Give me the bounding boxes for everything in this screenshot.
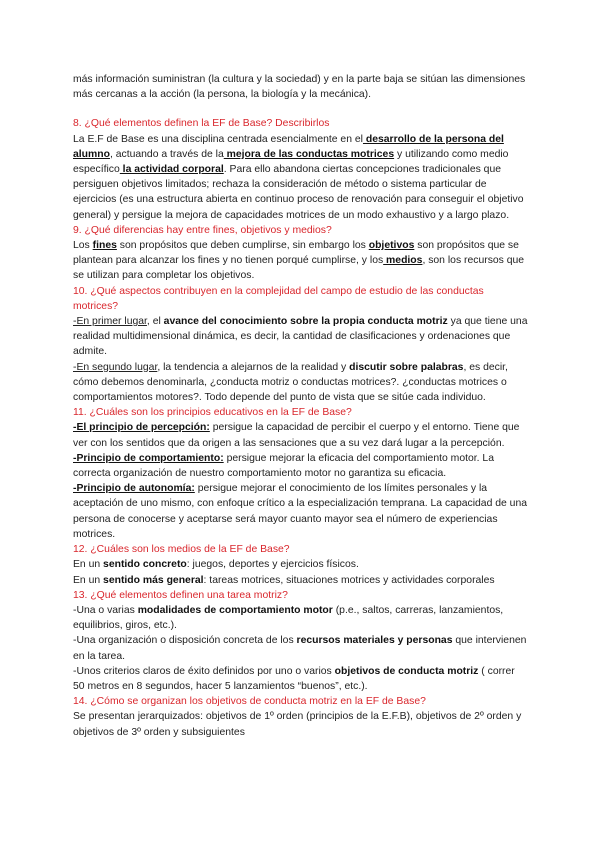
intro-paragraph: más información suministran (la cultura y la sociedad) y en la parte baja se sitúan las dimensiones más cercanas a la acción (la persona, la biología y la mecánica).: [73, 74, 526, 101]
answer-13-point-3: -Unos criterios claros de éxito definidos por uno o varios objetivos de conducta motriz ( correr 50 metros en 8 segundos, hacer 5 lanzamientos “buenos”, etc.).: [73, 665, 515, 692]
answer-13-point-2: -Una organización o disposición concreta de los recursos materiales y personas que intervienen en la tarea.: [73, 635, 527, 662]
term-mejora-conductas: mejora de las conductas motrices: [223, 148, 395, 160]
answer-13-point-1: -Una o varias modalidades de comportamiento motor (p.e., saltos, carreras, lanzamientos, equilibrios, giros, etc.).: [73, 604, 504, 632]
answer-11-principle-2: -Principio de comportamiento: persigue mejorar la eficacia del comportamiento motor. La correcta organización de nuestro comportamiento motor no garantiza su eficacia.: [73, 452, 494, 480]
question-8-heading: 8. ¿Qué elementos definen la EF de Base? Describirlos: [73, 118, 330, 130]
answer-10-point-1: -En primer lugar, el avance del conocimiento sobre la propia conducta motriz ya que tiene una realidad multidimensional dinámica, es decir, la cantidad de clasificaciones y ordenaciones que admite.: [73, 316, 528, 358]
question-13-heading: 13. ¿Qué elementos definen una tarea motriz?: [73, 589, 288, 601]
term-fines: fines: [92, 240, 117, 252]
answer-11-principle-3: -Principio de autonomía: persigue mejorar el conocimiento de los límites personales y la aceptación de uno mismo, con enfoque crítico a la especialización temprana. La capacidad de una persona de conocerse y aceptarse será mayor cuanto mayor sea el número de experiencias motrices.: [73, 483, 528, 540]
answer-11-principle-1: -El principio de percepción: persigue la capacidad de percibir el cuerpo y el entorno. Tiene que ver con los sentidos que da origen a las sensaciones que a su vez dará lugar a la percepción.: [73, 422, 520, 449]
question-14-heading: 14. ¿Cómo se organizan los objetivos de conducta motriz en la EF de Base?: [73, 696, 426, 708]
document-page: [73, 72, 529, 740]
term-objetivos: objetivos: [368, 240, 415, 252]
term-medios: medios: [383, 255, 423, 267]
answer-9-paragraph: Los fines son propósitos que deben cumplirse, sin embargo los objetivos son propósitos que se plantean para alcanzar los fines y no tienen porqué cumplirse, y los medios, son los recursos que se utilizan para completar los objetivos.: [73, 240, 525, 282]
answer-12-line-2: En un sentido más general: tareas motrices, situaciones motrices y actividades corporales: [73, 574, 495, 586]
answer-12-line-1: En un sentido concreto: juegos, deportes y ejercicios físicos.: [73, 559, 359, 571]
term-desarrollo: desarrollo de la persona del alumno: [73, 133, 504, 160]
question-11-heading: 11. ¿Cuáles son los principios educativos en la EF de Base?: [73, 407, 352, 419]
term-actividad-corporal: la actividad corporal: [119, 164, 224, 176]
question-9-heading: 9. ¿Qué diferencias hay entre fines, objetivos y medios?: [73, 224, 332, 236]
answer-14-paragraph: Se presentan jerarquizados: objetivos de 1º orden (principios de la E.F.B), objetivos de 2º orden y objetivos de 3º orden y subsiguientes: [73, 711, 522, 738]
answer-8-paragraph: La E.F de Base es una disciplina centrada esencialmente en el desarrollo de la persona del alumno, actuando a través de la mejora de las conductas motrices y utilizando como medio específico la actividad corporal. Para ello abandona ciertas concepciones tradicionales que persiguen objetivos limitados; rechaza la consideración de método o sistema particular de ejercicios (es una estructura abierta en continuo proceso de renovación para conseguir el objetivo general) y persigue la mejora de capacidades motrices de un modo exhaustivo y a largo plazo.: [73, 133, 524, 221]
question-10-heading: 10. ¿Qué aspectos contribuyen en la complejidad del campo de estudio de las conductas motrices?: [73, 285, 484, 312]
question-12-heading: 12. ¿Cuáles son los medios de la EF de Base?: [73, 544, 290, 556]
answer-10-point-2: -En segundo lugar, la tendencia a alejarnos de la realidad y discutir sobre palabras, es decir, cómo debemos denominarla, ¿conducta motriz o conductas motrices?. ¿conductas motrices o comportamientos motores?. Todo depende del punto de vista que se sitúe cada individuo.: [73, 361, 508, 404]
